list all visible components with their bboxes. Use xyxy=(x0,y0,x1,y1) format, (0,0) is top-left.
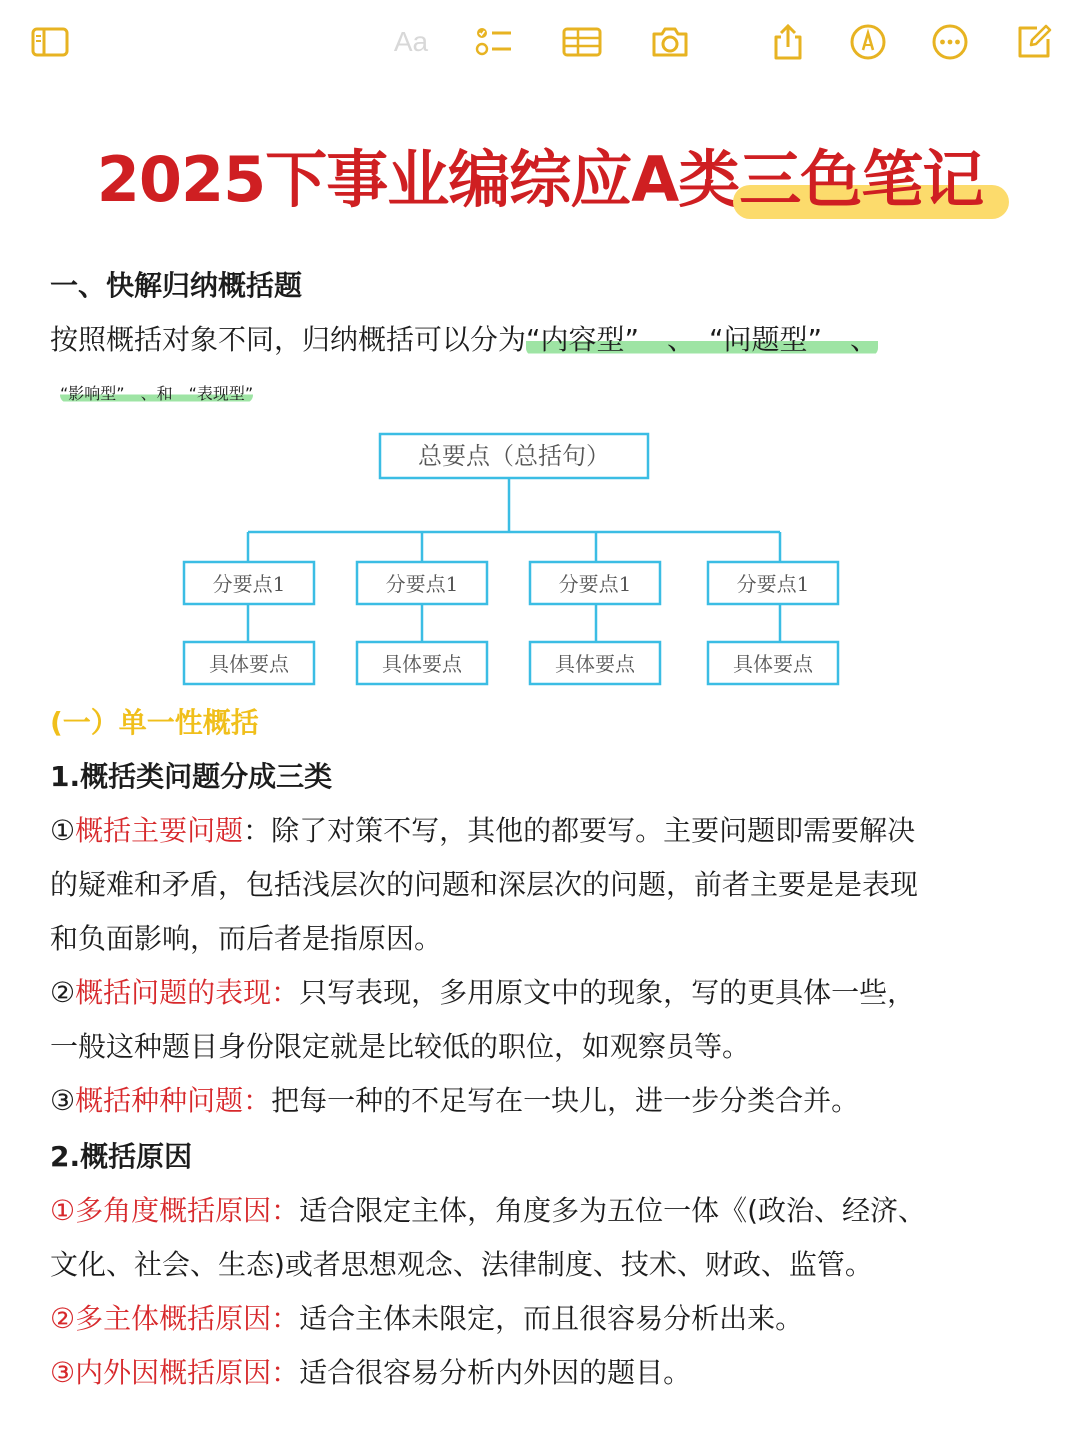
branch-node: 分要点1 xyxy=(212,572,286,596)
intro-text: 按照概括对象不同，归纳概括可以分为 xyxy=(50,323,527,356)
part1-item1-line1 xyxy=(50,811,1040,851)
intro-line-2 xyxy=(60,374,1050,414)
camera-icon[interactable] xyxy=(650,22,690,62)
notes-toolbar xyxy=(0,0,1080,84)
part1-item3-line1 xyxy=(50,1081,1040,1121)
item-text: 适合很容易分析内外因的题目。 xyxy=(299,1356,692,1389)
branch-node: 分要点1 xyxy=(736,572,810,596)
part2-item1-line2: 文化、社会、生态)或者思想观念、法律制度、技术、财政、监管。 xyxy=(50,1248,873,1281)
part1-heading: 1.概括类问题分成三类 xyxy=(50,760,333,793)
more-icon[interactable] xyxy=(930,22,970,62)
part1-item1-line3: 和负面影响，而后者是指原因。 xyxy=(50,922,443,955)
item-label: ①多角度概括原因： xyxy=(50,1194,300,1227)
item-label: 概括主要问题 xyxy=(75,814,244,847)
part1-item2-line1 xyxy=(50,973,1040,1013)
item-number: ① xyxy=(50,814,76,847)
subsection-heading: (一）单一性概括 xyxy=(50,706,259,739)
hierarchy-diagram xyxy=(170,420,850,700)
part1-item2-line2: 一般这种题目身份限定就是比较低的职位，如观察员等。 xyxy=(50,1030,751,1063)
leaf-node: 具体要点 xyxy=(209,652,289,676)
leaf-node: 具体要点 xyxy=(733,652,813,676)
compose-icon[interactable] xyxy=(1014,22,1054,62)
intro-highlight-1: “内容型” 、 “问题型” 、 xyxy=(526,323,879,356)
markup-pen-icon[interactable] xyxy=(848,22,888,62)
item-text: 只写表现，多用原文中的现象，写的更具体一些， xyxy=(299,976,916,1009)
leaf-node: 具体要点 xyxy=(382,652,462,676)
page-title xyxy=(97,130,984,219)
item-number: ② xyxy=(50,976,76,1009)
text-format-icon[interactable] xyxy=(388,22,434,62)
item-text: 适合限定主体，角度多为五位一体《(政治、经济、 xyxy=(299,1194,927,1227)
section-heading: 一、快解归纳概括题 xyxy=(50,269,303,302)
part2-heading: 2.概括原因 xyxy=(50,1140,193,1173)
item-text: ：除了对策不写，其他的都要写。主要问题即需要解决 xyxy=(243,814,916,847)
sidebar-icon[interactable] xyxy=(30,22,70,62)
text-format-label: Aa xyxy=(393,26,429,57)
branch-node: 分要点1 xyxy=(385,572,459,596)
title-main: 2025下事业编综应A类 xyxy=(96,143,740,216)
part2-item1-line1 xyxy=(50,1191,1040,1231)
leaf-node: 具体要点 xyxy=(555,652,635,676)
item-label: ②多主体概括原因： xyxy=(50,1302,300,1335)
item-text: 适合主体未限定，而且很容易分析出来。 xyxy=(299,1302,804,1335)
title-highlight: 三色笔记 xyxy=(739,143,984,216)
branch-node: 分要点1 xyxy=(558,572,632,596)
item-label: ③内外因概括原因： xyxy=(50,1356,300,1389)
checklist-icon[interactable] xyxy=(474,22,514,62)
item-text: 把每一种的不足写在一块儿，进一步分类合并。 xyxy=(271,1084,860,1117)
root-node: 总要点（总括句） xyxy=(418,442,610,470)
part1-item1-line2: 的疑难和矛盾，包括浅层次的问题和深层次的问题，前者主要是是表现 xyxy=(50,868,919,901)
title-container xyxy=(0,130,1080,219)
intro-highlight-2: “影响型” 、和 “表现型” xyxy=(60,384,254,403)
share-icon[interactable] xyxy=(768,22,808,62)
diagram-svg xyxy=(170,420,850,700)
part2-item2-line1 xyxy=(50,1299,1040,1339)
item-number: ③ xyxy=(50,1084,76,1117)
intro-line-1 xyxy=(50,320,1040,360)
part2-item3-line1 xyxy=(50,1353,1040,1393)
item-label: 概括问题的表现： xyxy=(75,976,300,1009)
table-icon[interactable] xyxy=(562,22,602,62)
item-label: 概括种种问题： xyxy=(75,1084,272,1117)
